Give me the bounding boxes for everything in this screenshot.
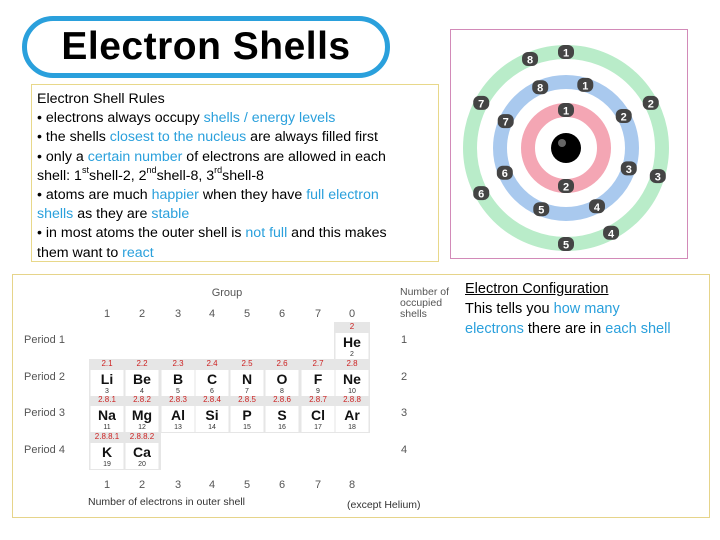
electron-label: 3 [625,163,632,176]
rules-panel [31,84,439,262]
ec-line-2 [465,321,671,337]
element-symbol: Al [171,407,185,423]
nucleus-highlight [558,139,566,147]
atomic-number: 17 [314,424,322,431]
rule-text: are always filled first [246,129,378,146]
atomic-number: 2 [350,351,354,358]
ec-line-1 [465,301,620,317]
group-number: 4 [208,308,216,320]
atomic-number: 8 [280,388,284,395]
electron-config: 2.8.7 [309,395,327,404]
electron-config: 2.8.8.2 [129,432,155,441]
shells-value: 2 [400,371,408,383]
electron-label: 5 [562,239,570,252]
outer-electron-count: 1 [103,479,111,491]
electron-config: 2.8.6 [273,395,291,404]
rule-text: • electrons always occupy [37,110,204,127]
electron-shell-2 [497,166,513,181]
element-symbol: Ar [344,407,360,423]
electron-label: 2 [620,111,627,124]
electron-shell-1 [558,179,574,194]
title-banner [22,16,390,78]
rule-text: • only a [37,148,88,165]
rule-highlight: certain number [87,148,183,165]
period-label: Period 1 [24,334,65,346]
group-number: 7 [314,308,322,320]
element-symbol: Ca [133,444,151,460]
ec-highlight: electrons [465,321,524,337]
electron-config: 2.8.3 [169,395,187,404]
electron-shell-2 [621,161,637,176]
rule-highlight: full electron [306,187,379,204]
electron-config: 2.8.5 [238,395,256,404]
shells-value: 1 [400,334,408,346]
electron-config: 2.6 [276,359,288,368]
electron-shell-2 [577,78,593,93]
electron-shell-3 [473,96,489,111]
rule-text: as they are [73,206,152,223]
electron-config: 2.8.8 [343,395,361,404]
electron-label: 2 [562,181,570,194]
page-title: Electron Shells [61,25,351,68]
rule-highlight: react [122,244,154,261]
nucleus [551,133,581,163]
ec-text: This tells you [465,301,554,317]
outer-electron-count: 8 [348,479,356,491]
outer-electron-count: 3 [174,479,182,491]
electron-label: 6 [501,168,508,181]
rule-text: of electrons are allowed in each [182,148,386,165]
atom-diagram-panel [450,29,688,259]
electron-shell-3 [650,169,666,184]
atomic-number: 7 [245,388,249,395]
shells-header: shells [400,308,427,320]
electron-config: 2.8.2 [133,395,151,404]
element-symbol: Na [98,407,116,423]
atomic-number: 3 [105,388,109,395]
ec-highlight: how many [553,301,620,317]
electron-shell-2 [532,80,548,95]
electron-shell-3 [473,186,489,201]
electron-config: 2.8.1 [98,395,116,404]
element-symbol: Ne [343,371,361,387]
electron-shell-3 [558,45,574,60]
atomic-number: 15 [243,424,251,431]
rule-line-6 [37,205,433,224]
rule-text: and this makes [287,225,387,242]
element-symbol: B [172,371,184,387]
rule-superscript: nd [146,165,157,176]
group-number: 3 [174,308,182,320]
electron-label: 1 [562,47,570,60]
element-symbol: S [277,407,287,423]
atomic-number: 14 [208,424,216,431]
electron-shell-2 [589,199,605,214]
electron-label: 7 [478,98,485,111]
electron-label: 6 [478,188,485,201]
outer-electron-count: 5 [243,479,251,491]
outer-electron-count: 6 [278,479,286,491]
element-symbol: O [276,371,288,387]
rule-text: • atoms are much [37,187,152,204]
outer-electron-count: 4 [208,479,216,491]
rule-text: • in most atoms the outer shell is [37,225,246,242]
except-note: (except Helium) [347,499,421,511]
rule-highlight: happier [151,187,199,204]
electron-config: 2.8.4 [203,395,221,404]
electron-config: 2.8 [346,359,358,368]
atomic-number: 11 [103,424,111,431]
electron-shell-3 [558,237,574,252]
rule-highlight: closest to the nucleus [109,129,247,146]
shells-value: 3 [400,407,408,419]
ec-highlight: each shell [605,321,671,337]
electron-label: 1 [582,80,589,93]
rule-text: when they have [198,187,307,204]
rule-line-8 [37,244,433,263]
period-label: Period 2 [24,371,65,383]
rules-heading: Electron Shell Rules [37,91,165,107]
rule-highlight: stable [151,206,190,223]
element-symbol: K [101,444,113,460]
rule-line-4 [37,167,433,186]
electron-label: 8 [537,82,544,95]
atomic-number: 18 [348,424,356,431]
atomic-number: 6 [210,388,214,395]
electron-shell-3 [522,52,538,67]
atomic-number: 9 [316,388,320,395]
rule-text: them want to [37,244,123,261]
electron-shell-1 [558,103,574,118]
group-number: 6 [278,308,286,320]
electron-shell-2 [533,202,549,217]
rule-highlight: shells [37,206,74,223]
element-symbol: Cl [311,407,325,423]
electron-config: 2.8.8.1 [94,432,120,441]
bottom-caption: Number of electrons in outer shell [88,496,245,508]
electron-label: 4 [593,201,601,214]
element-symbol: C [206,371,218,387]
electron-config: 2.5 [241,359,253,368]
atomic-number: 20 [138,461,146,468]
electron-label: 3 [654,171,661,184]
electron-config: 2.7 [312,359,324,368]
electron-label: 8 [526,54,534,67]
rule-text: • the shells [37,129,110,146]
element-symbol: N [241,371,253,387]
period-label: Period 4 [24,444,65,456]
atomic-number: 4 [140,388,144,395]
electron-config: 2.3 [172,359,184,368]
rule-superscript: rd [214,165,223,176]
element-symbol: Be [133,371,151,387]
rule-line-2 [37,128,433,147]
electron-label: 1 [562,105,570,118]
atomic-number: 12 [138,424,146,431]
shells-value: 4 [400,444,408,456]
atomic-number: 19 [103,461,111,468]
rule-line-5 [37,186,433,205]
element-symbol: He [343,334,361,350]
rule-text: shell: 1 [37,167,82,184]
group-number: 2 [138,308,146,320]
shells-header: Number of [400,286,450,298]
element-symbol: P [242,407,252,423]
rule-line-1 [37,109,433,128]
electron-config: 2 [349,322,355,331]
electron-label: 2 [647,98,654,111]
rule-superscript: st [81,165,89,176]
period-label: Period 3 [24,407,65,419]
shells-header: occupied [400,297,443,309]
outer-electron-count: 7 [314,479,322,491]
rule-text: shell-2, 2 [88,167,147,184]
atomic-number: 5 [176,388,180,395]
rule-text: shell-8, 3 [156,167,215,184]
electron-label: 5 [538,204,545,217]
element-symbol: Mg [131,407,153,423]
element-symbol: Li [100,371,114,387]
electron-config: 2.2 [136,359,148,368]
electron-config: 2.4 [206,359,218,368]
element-cell [91,432,124,469]
electron-shell-3 [643,96,659,111]
ec-text: there are in [523,321,606,337]
periodic-table [14,276,454,516]
atomic-number: 13 [174,424,182,431]
electron-config: 2.1 [101,359,113,368]
electron-shell-2 [616,109,632,124]
rule-text: shell-8 [222,167,264,184]
element-symbol: Si [205,407,219,423]
rule-highlight: not full [245,225,288,242]
atomic-number: 16 [278,424,286,431]
electron-shell-3 [603,226,619,241]
atomic-number: 10 [348,388,356,395]
electron-shell-2 [498,114,514,129]
atom-diagram [451,30,686,257]
electron-configuration-title: Electron Configuration [465,281,609,297]
rule-line-7 [37,224,433,243]
group-number: 1 [103,308,111,320]
electron-label: 4 [608,228,615,241]
group-number: 5 [243,308,251,320]
electron-label: 7 [502,116,509,129]
rule-highlight: shells / energy levels [203,110,336,127]
outer-electron-count: 2 [138,479,146,491]
element-symbol: F [313,371,323,387]
element-cell [126,432,159,469]
rule-line-3 [37,148,433,167]
group-title: Group [211,287,243,299]
group-number: 0 [348,308,356,320]
